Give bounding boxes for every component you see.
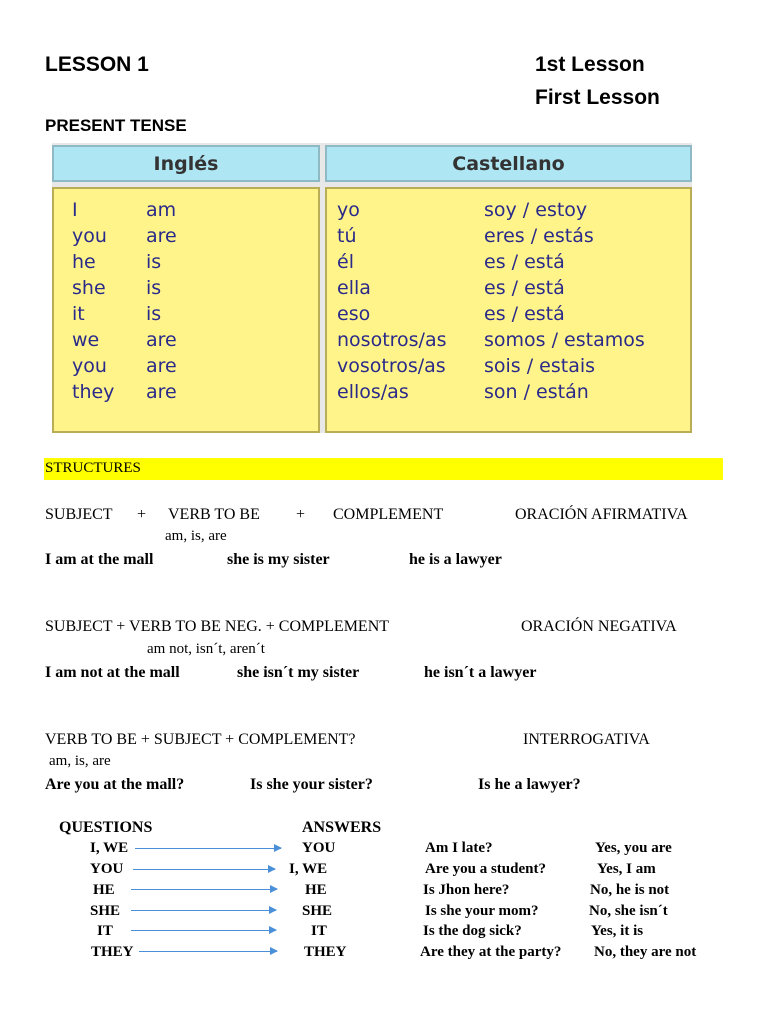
verb-table [52, 143, 692, 433]
aff-subject: SUBJECT [45, 506, 113, 523]
question-pronoun: HE [93, 882, 115, 898]
table-cell: ella [337, 277, 371, 299]
table-cell: eres / estás [484, 225, 594, 247]
int-label: INTERROGATIVA [523, 731, 650, 748]
arrow-icon [131, 910, 276, 911]
structures-heading: STRUCTURES [45, 460, 141, 476]
aff-plus-1: + [137, 506, 147, 523]
answer-pronoun: SHE [302, 903, 333, 919]
table-cell: es / está [484, 251, 565, 273]
aff-plus-2: + [296, 506, 306, 523]
int-example-2: Is she your sister? [250, 776, 373, 793]
table-header-castellano: Castellano [325, 145, 692, 182]
table-cell: is [146, 303, 162, 325]
neg-example-1: I am not at the mall [45, 664, 180, 681]
aff-forms: am, is, are [165, 528, 227, 544]
neg-example-2: she isn´t my sister [237, 664, 360, 681]
example-answer: No, he is not [590, 882, 670, 898]
present-tense-heading: PRESENT TENSE [45, 116, 187, 135]
questions-heading: QUESTIONS [59, 819, 153, 836]
question-pronoun: YOU [90, 861, 124, 877]
aff-complement: COMPLEMENT [333, 506, 444, 523]
answer-pronoun: YOU [302, 840, 336, 856]
table-header-ingles: Inglés [52, 145, 320, 182]
answer-pronoun: THEY [304, 944, 347, 960]
int-example-1: Are you at the mall? [45, 776, 185, 793]
table-cell: am [146, 199, 177, 221]
example-answer: No, she isn´t [589, 903, 668, 919]
table-cell: we [72, 329, 100, 351]
table-cell: are [146, 329, 177, 351]
neg-label: ORACIÓN NEGATIVA [521, 618, 677, 635]
answer-pronoun: IT [311, 923, 327, 939]
table-cell: yo [337, 199, 360, 221]
example-answer: Yes, it is [591, 923, 644, 939]
aff-label: ORACIÓN AFIRMATIVA [515, 506, 688, 523]
example-question: Are you a student? [425, 861, 546, 877]
lesson-title: LESSON 1 [45, 53, 149, 76]
table-cell: tú [337, 225, 357, 247]
int-formula: VERB TO BE + SUBJECT + COMPLEMENT? [45, 731, 356, 748]
table-cell: is [146, 277, 162, 299]
question-pronoun: THEY [91, 944, 134, 960]
table-cell: soy / estoy [484, 199, 588, 221]
arrow-icon [135, 848, 281, 849]
example-question: Is Jhon here? [423, 882, 510, 898]
table-cell: are [146, 225, 177, 247]
example-question: Are they at the party? [420, 944, 562, 960]
table-cell: he [72, 251, 96, 273]
neg-forms: am not, isn´t, aren´t [147, 641, 265, 657]
table-cell: somos / estamos [484, 329, 645, 351]
table-cell: él [337, 251, 354, 273]
table-cell: is [146, 251, 162, 273]
example-question: Is the dog sick? [423, 923, 522, 939]
neg-formula: SUBJECT + VERB TO BE NEG. + COMPLEMENT [45, 618, 390, 635]
table-cell: son / están [484, 381, 589, 403]
table-cell: you [72, 225, 107, 247]
aff-example-1: I am at the mall [45, 551, 154, 568]
table-cell: sois / estais [484, 355, 596, 377]
answer-pronoun: I, WE [289, 861, 328, 877]
example-answer: Yes, I am [597, 861, 656, 877]
lesson-subtitle-2: First Lesson [535, 86, 660, 109]
lesson-subtitle-1: 1st Lesson [535, 53, 645, 76]
table-cell: eso [337, 303, 371, 325]
table-body-castellano [325, 187, 692, 433]
question-pronoun: I, WE [90, 840, 129, 856]
example-question: Am I late? [425, 840, 493, 856]
question-pronoun: SHE [90, 903, 121, 919]
table-cell: she [72, 277, 106, 299]
table-cell: are [146, 381, 177, 403]
example-answer: Yes, you are [595, 840, 672, 856]
aff-example-3: he is a lawyer [409, 551, 502, 568]
example-question: Is she your mom? [425, 903, 539, 919]
table-cell: they [72, 381, 115, 403]
structures-highlight [44, 458, 723, 480]
int-forms: am, is, are [49, 753, 111, 769]
answers-heading: ANSWERS [302, 819, 382, 836]
arrow-icon [131, 930, 276, 931]
arrow-icon [133, 869, 275, 870]
answer-pronoun: HE [305, 882, 327, 898]
neg-example-3: he isn´t a lawyer [424, 664, 537, 681]
table-cell: ellos/as [337, 381, 409, 403]
arrow-icon [131, 889, 277, 890]
example-answer: No, they are not [594, 944, 697, 960]
table-cell: you [72, 355, 107, 377]
question-pronoun: IT [97, 923, 113, 939]
table-cell: es / está [484, 303, 565, 325]
table-cell: are [146, 355, 177, 377]
table-cell: I [72, 199, 78, 221]
table-body-ingles [52, 187, 320, 433]
table-cell: nosotros/as [337, 329, 447, 351]
arrow-icon [139, 951, 277, 952]
aff-example-2: she is my sister [227, 551, 330, 568]
table-cell: it [72, 303, 85, 325]
aff-verb: VERB TO BE [168, 506, 260, 523]
int-example-3: Is he a lawyer? [478, 776, 581, 793]
table-cell: es / está [484, 277, 565, 299]
table-cell: vosotros/as [337, 355, 446, 377]
